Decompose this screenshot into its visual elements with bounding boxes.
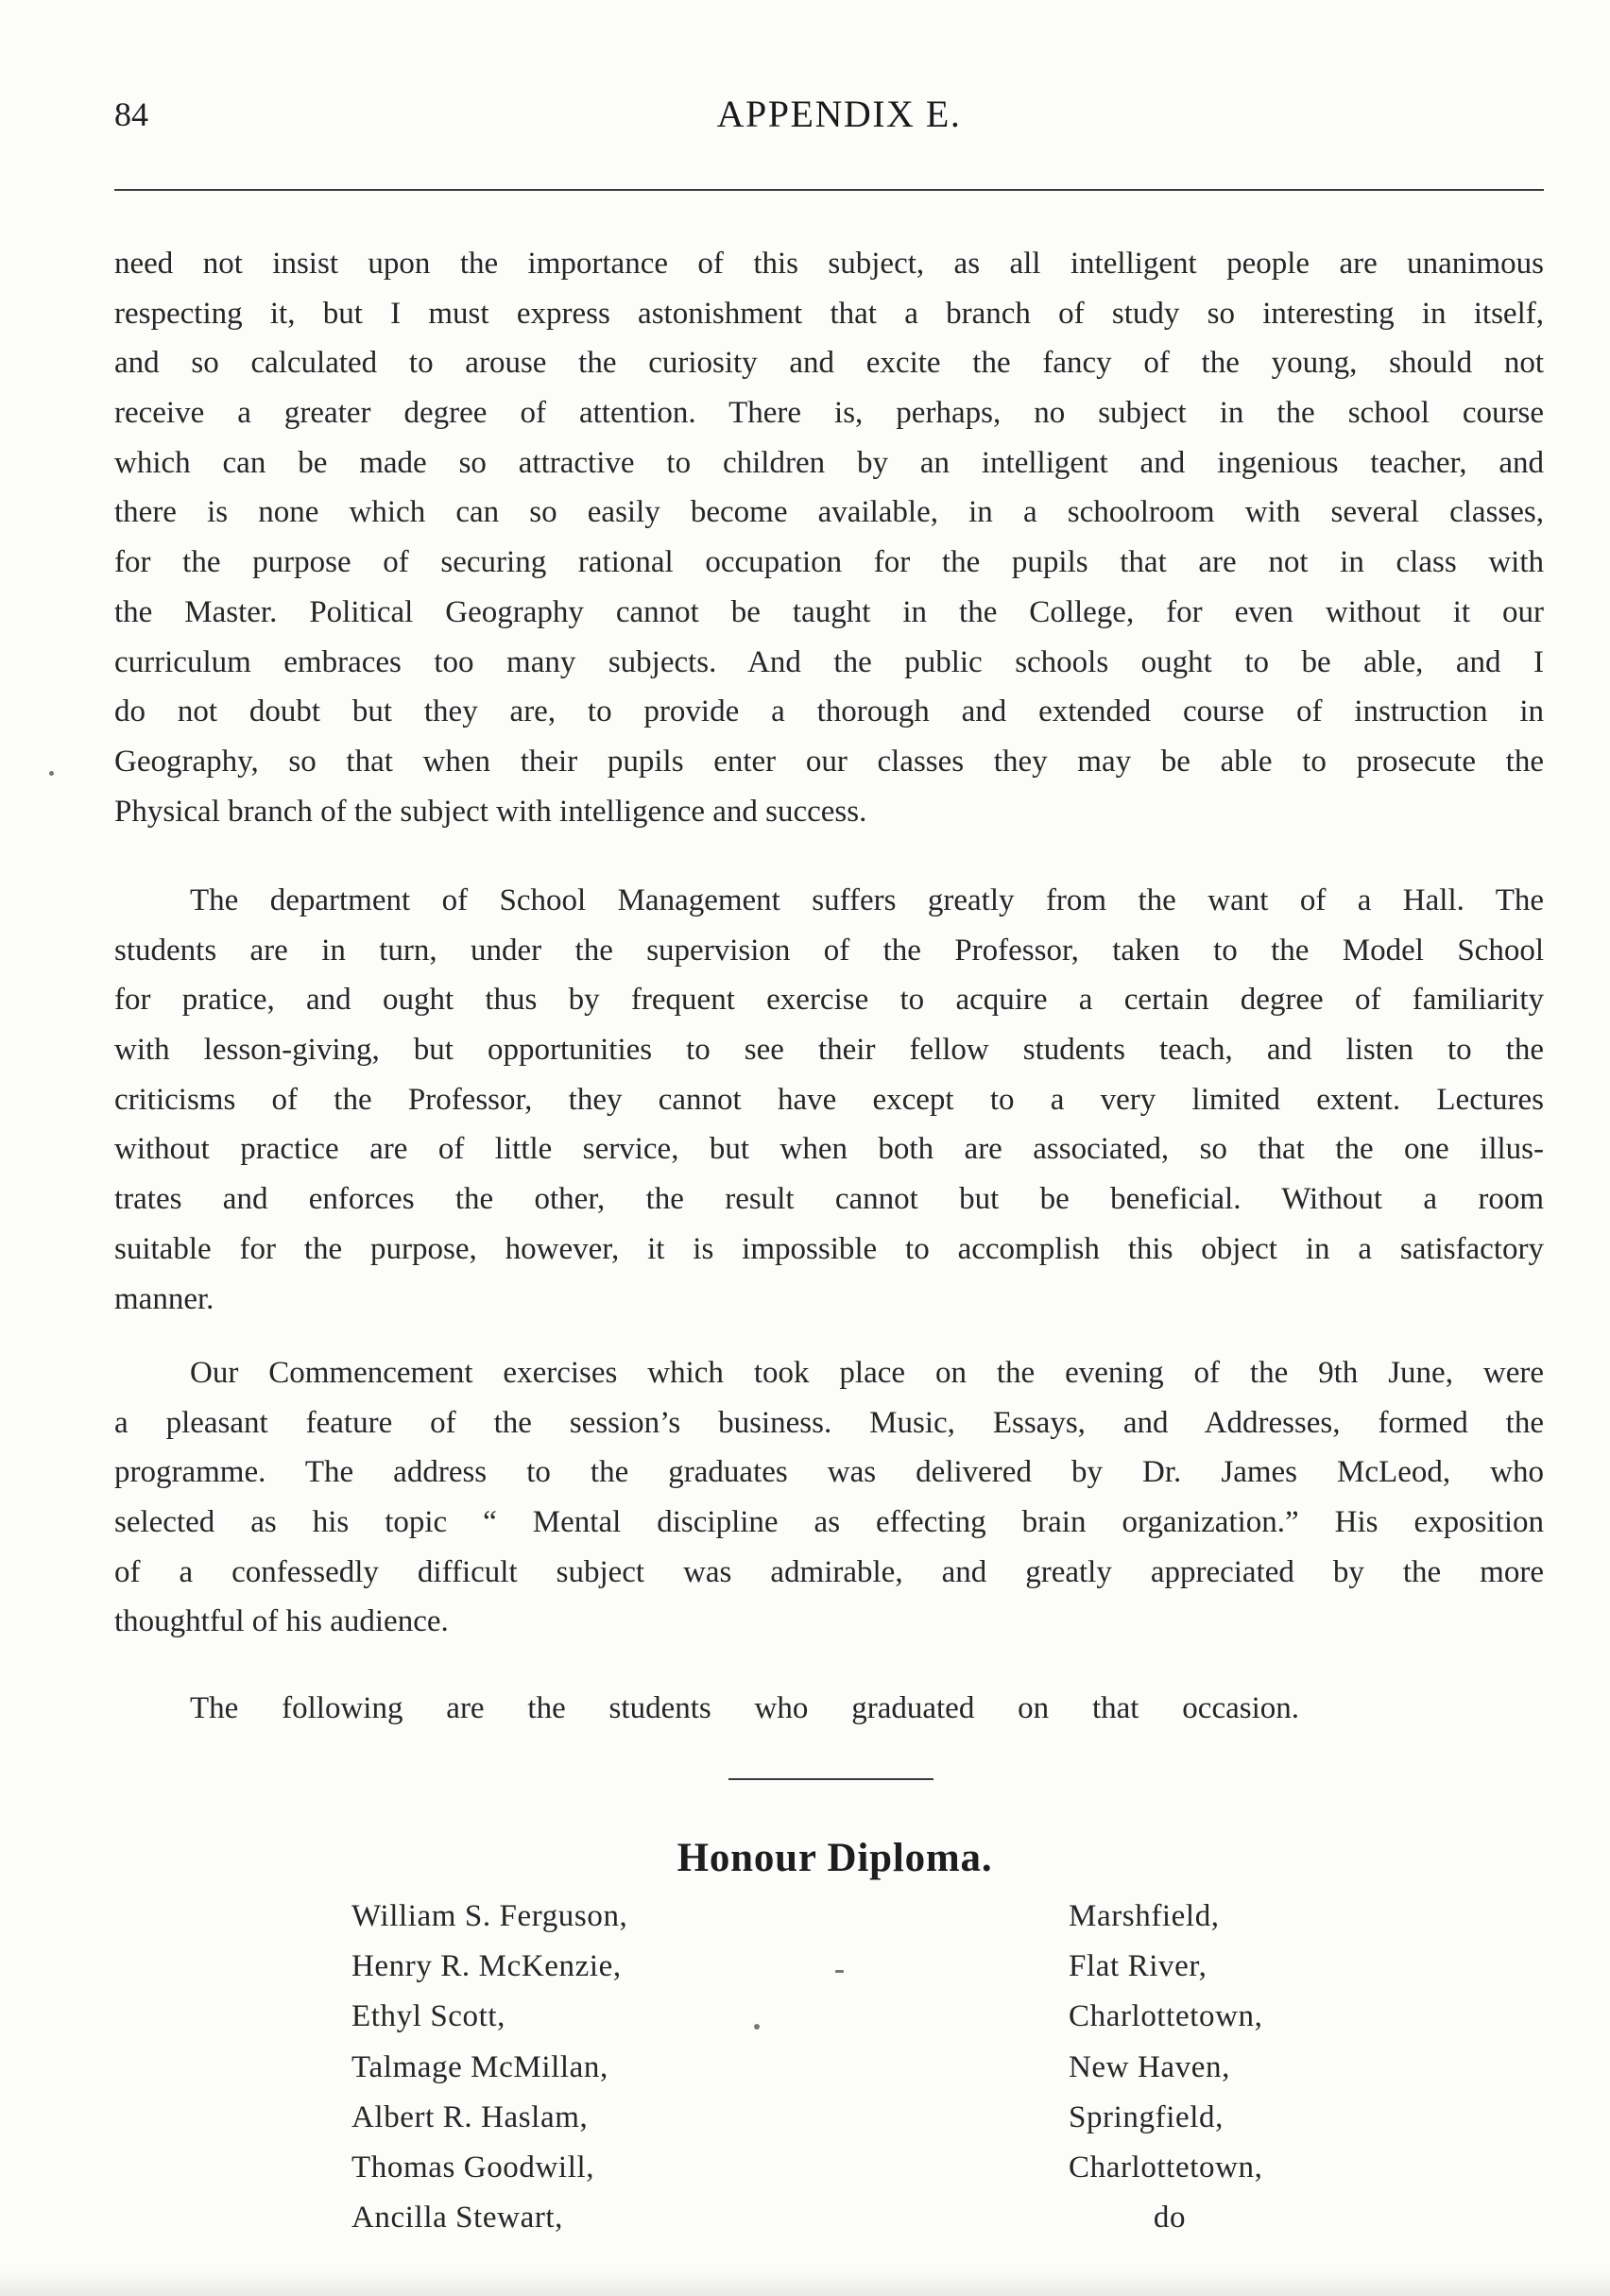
graduate-row (0, 2193, 1610, 2243)
graduate-row (0, 1892, 1610, 1942)
graduate-name: William S. Ferguson, (351, 1899, 628, 1933)
running-head (114, 91, 1544, 138)
text-line: there is none which can so easily become available, in a schoolroom with several classes, (114, 495, 1544, 530)
graduate-row (0, 2043, 1610, 2093)
graduate-name: Henry R. McKenzie, (351, 1949, 622, 1984)
honour-diploma-heading: Honour Diploma. (677, 1836, 993, 1880)
text-line: programme. The address to the graduates was delivered by Dr. James McLeod, who (114, 1455, 1544, 1490)
text-line: students are in turn, under the supervision of the Professor, taken to the Model School (114, 933, 1544, 968)
text-line: curriculum embraces too many subjects. And the public schools ought to be able, and I (114, 644, 1544, 679)
text-line: of a confessedly difficult subject was admirable, and greatly appreciated by the more (114, 1554, 1544, 1589)
text-line: with lesson-giving, but opportunities to see their fellow students teach, and listen to the (114, 1033, 1544, 1068)
text-line: respecting it, but I must express astonishment that a branch of study so interesting in itself, (114, 296, 1544, 331)
text-line: selected as his topic “ Mental discipline as effecting brain organization.” His exposition (114, 1505, 1544, 1540)
text-line: suitable for the purpose, however, it is impossible to accomplish this object in a satisfactory (114, 1231, 1544, 1266)
graduate-row (0, 2143, 1610, 2193)
graduate-hometown: New Haven, (1069, 2049, 1230, 2084)
graduate-name: Ancilla Stewart, (351, 2201, 564, 2236)
text-line: thoughtful of his audience. (114, 1604, 449, 1639)
scan-speck (835, 1970, 844, 1973)
paragraph-commencement (114, 1348, 1544, 1647)
graduate-hometown: Marshfield, (1069, 1899, 1220, 1933)
scan-speck (754, 2024, 760, 2030)
graduate-hometown: Charlottetown, (1069, 2150, 1263, 2185)
graduate-name: Thomas Goodwill, (351, 2150, 595, 2185)
graduate-hometown-ditto: do (1153, 2201, 1187, 2236)
graduate-name: Albert R. Haslam, (351, 2099, 589, 2134)
text-line: manner. (114, 1281, 214, 1316)
text-line: The department of School Management suffers greatly from the want of a Hall. The (190, 883, 1544, 917)
text-line: do not doubt but they are, to provide a thorough and extended course of instruction in (114, 694, 1544, 729)
section-rule (728, 1778, 933, 1780)
graduate-row (0, 1942, 1610, 1992)
graduate-hometown: Charlottetown, (1069, 1999, 1263, 2034)
text-line: for pratice, and ought thus by frequent exercise to acquire a certain degree of familiarity (114, 983, 1544, 1018)
graduate-hometown: Springfield, (1069, 2099, 1224, 2134)
text-line: which can be made so attractive to children by an intelligent and ingenious teacher, and (114, 445, 1544, 480)
page-number: 84 (114, 95, 148, 133)
text-line: Our Commencement exercises which took place on the evening of the 9th June, were (190, 1356, 1544, 1390)
text-line: without practice are of little service, but when both are associated, so that the one illus- (114, 1132, 1544, 1167)
text-line: receive a greater degree of attention. There is, perhaps, no subject in the school course (114, 396, 1544, 431)
graduate-row (0, 1992, 1610, 2042)
text-line: criticisms of the Professor, they cannot have except to a very limited extent. Lectures (114, 1082, 1544, 1117)
graduate-name: Ethyl Scott, (351, 1999, 506, 2034)
header-rule (114, 189, 1544, 191)
graduate-name: Talmage McMillan, (351, 2049, 608, 2084)
graduate-hometown: Flat River, (1069, 1949, 1208, 1984)
text-line: Physical branch of the subject with intelligence and success. (114, 794, 867, 829)
scan-edge (0, 2270, 1610, 2296)
text-line: need not insist upon the importance of this subject, as all intelligent people are unanimous (114, 247, 1544, 281)
text-line: for the purpose of securing rational occupation for the pupils that are not in class with (114, 545, 1544, 580)
text-line: and so calculated to arouse the curiosity and excite the fancy of the young, should not (114, 346, 1544, 381)
paragraph-school-management (114, 876, 1544, 1324)
running-title: APPENDIX E. (716, 93, 962, 135)
paragraph-geography (114, 239, 1544, 836)
graduates-intro: The following are the students who graduated on that occasion. (190, 1691, 1299, 1725)
graduates-list (0, 1892, 1610, 2243)
text-line: a pleasant feature of the session’s business. Music, Essays, and Addresses, formed the (114, 1405, 1544, 1440)
text-line: trates and enforces the other, the result cannot but be beneficial. Without a room (114, 1182, 1544, 1217)
text-line: the Master. Political Geography cannot be taught in the College, for even without it our (114, 594, 1544, 629)
graduate-row (0, 2093, 1610, 2143)
scan-speck (49, 771, 54, 776)
text-line: Geography, so that when their pupils enter our classes they may be able to prosecute the (114, 744, 1544, 779)
